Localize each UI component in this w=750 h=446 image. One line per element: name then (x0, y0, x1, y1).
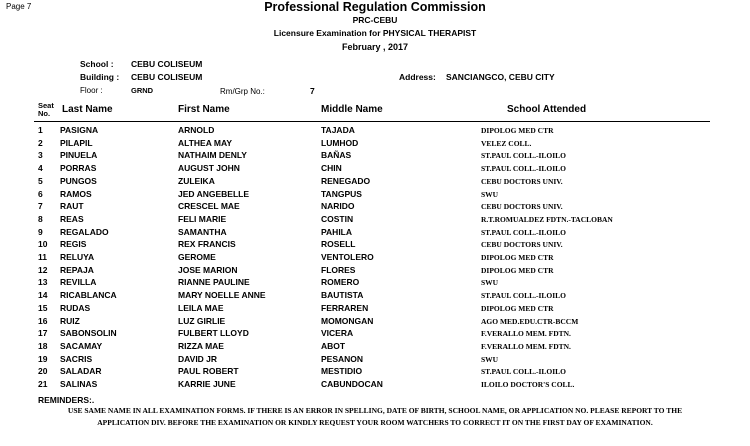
middle-name-cell: MOMONGAN (321, 315, 374, 326)
table-row (0, 138, 750, 151)
seat-no-cell: 4 (38, 163, 43, 174)
first-name-cell: AUGUST JOHN (178, 163, 240, 174)
seat-no-cell: 8 (38, 213, 43, 224)
school-attended-cell: ST.PAUL COLL.-ILOILO (481, 367, 566, 377)
last-name-cell: RICABLANCA (60, 290, 117, 301)
last-name-cell: SALINAS (60, 379, 98, 389)
seat-no-cell: 15 (38, 302, 48, 313)
first-name-cell: JOSE MARION (178, 264, 238, 275)
last-name-cell: REVILLA (60, 277, 97, 288)
last-name-cell: RUDAS (60, 302, 91, 313)
middle-name-cell: ABOT (321, 340, 346, 351)
first-name-cell: RIANNE PAULINE (178, 277, 250, 288)
last-name-cell: PILAPIL (60, 137, 93, 148)
first-name-cell: CRESCEL MAE (178, 201, 240, 212)
first-name-cell: LEILA MAE (178, 302, 224, 313)
table-row (0, 189, 750, 202)
table-row (0, 303, 750, 316)
table-row (0, 227, 750, 240)
school-attended-cell: CEBU DOCTORS UNIV. (481, 240, 563, 250)
middle-name-header: Middle Name (321, 104, 383, 115)
seat-no-cell: 19 (38, 353, 48, 364)
seat-no-cell: 1 (38, 125, 43, 135)
table-row (0, 341, 750, 354)
header-divider (34, 121, 710, 122)
school-attended-cell: F.VERALLO MEM. FDTN. (481, 329, 571, 339)
seat-no-cell: 20 (38, 366, 48, 377)
last-name-cell: PASIGNA (60, 125, 99, 135)
school-attended-cell: DIPOLOG MED CTR (481, 126, 554, 135)
school-attended-cell: CEBU DOCTORS UNIV. (481, 202, 563, 212)
school-attended-cell: R.T.ROMUALDEZ FDTN.-TACLOBAN (481, 214, 613, 224)
middle-name-cell: PAHILA (321, 226, 353, 237)
middle-name-cell: TAJADA (321, 125, 355, 135)
first-name-cell: PAUL ROBERT (178, 366, 239, 377)
seat-no-cell: 14 (38, 290, 48, 301)
last-name-cell: RAMOS (60, 188, 92, 199)
table-row (0, 252, 750, 265)
first-name-cell: ARNOLD (178, 125, 215, 135)
first-name-cell: FELI MARIE (178, 213, 227, 224)
middle-name-cell: VICERA (321, 328, 354, 339)
floor-value: GRND (131, 86, 154, 95)
first-name-cell: NATHAIM DENLY (178, 150, 247, 161)
seat-no-cell: 10 (38, 239, 48, 250)
seat-no-cell: 12 (38, 264, 48, 275)
page-number: Page 7 (6, 2, 32, 11)
first-name-cell: GEROME (178, 252, 216, 262)
table-row (0, 316, 750, 329)
school-value: CEBU COLISEUM (131, 59, 203, 69)
first-name-cell: DAVID JR (178, 353, 218, 364)
middle-name-cell: CABUNDOCAN (321, 379, 383, 389)
seat-no-cell: 5 (38, 175, 43, 186)
middle-name-cell: RENEGADO (321, 175, 371, 186)
middle-name-cell: NARIDO (321, 201, 355, 212)
school-attended-cell: DIPOLOG MED CTR (481, 303, 554, 313)
school-attended-cell: VELEZ COLL. (481, 138, 532, 148)
exam-title: Licensure Examination for PHYSICAL THERAPIST (273, 28, 477, 38)
seat-no-cell: 21 (38, 379, 48, 389)
last-name-cell: RAUT (60, 201, 84, 212)
table-row (0, 125, 750, 138)
last-name-cell: PORRAS (60, 163, 97, 174)
table-row (0, 290, 750, 303)
school-attended-cell: ILOILO DOCTOR'S COLL. (481, 380, 575, 389)
table-row (0, 366, 750, 379)
table-row (0, 150, 750, 163)
middle-name-cell: LUMHOD (321, 137, 359, 148)
seat-no-cell: 17 (38, 328, 48, 339)
school-attended-cell: ST.PAUL COLL.-ILOILO (481, 151, 566, 161)
building-value: CEBU COLISEUM (131, 72, 203, 82)
last-name-cell: PINUELA (60, 150, 98, 161)
seat-no-cell: 6 (38, 188, 43, 199)
table-row (0, 328, 750, 341)
school-attended-cell: SWU (481, 278, 499, 288)
middle-name-cell: ROMERO (321, 277, 360, 288)
first-name-cell: SAMANTHA (178, 226, 227, 237)
last-name-cell: SABONSOLIN (60, 328, 117, 339)
middle-name-cell: FERRAREN (321, 302, 369, 313)
school-attended-header: School Attended (507, 104, 587, 115)
last-name-cell: PUNGOS (60, 175, 97, 186)
reminders-label: REMINDERS:. (38, 395, 95, 405)
seat-no-cell: 16 (38, 315, 48, 326)
last-name-header: Last Name (62, 104, 113, 115)
first-name-cell: ALTHEA MAY (178, 137, 232, 148)
floor-label: Floor : (80, 86, 103, 95)
first-name-cell: KARRIE JUNE (178, 379, 236, 389)
first-name-cell: JED ANGEBELLE (178, 188, 250, 199)
table-row (0, 176, 750, 189)
table-row (0, 379, 750, 392)
last-name-cell: RUIZ (60, 315, 80, 326)
first-name-cell: REX FRANCIS (178, 239, 236, 250)
middle-name-cell: CHIN (321, 163, 342, 174)
last-name-cell: SACRIS (60, 353, 93, 364)
table-row (0, 265, 750, 278)
exam-date: February , 2017 (341, 42, 409, 52)
seat-no-cell: 9 (38, 226, 43, 237)
room-label: Rm/Grp No.: (220, 87, 265, 96)
last-name-cell: SALADAR (60, 366, 102, 377)
first-name-cell: RIZZA MAE (178, 340, 224, 351)
school-attended-cell: SWU (481, 189, 499, 199)
middle-name-cell: COSTIN (321, 213, 354, 224)
last-name-cell: RELUYA (60, 252, 95, 262)
school-attended-cell: F.VERALLO MEM. FDTN. (481, 341, 571, 351)
middle-name-cell: MESTIDIO (321, 366, 363, 377)
school-attended-cell: DIPOLOG MED CTR (481, 253, 554, 262)
seat-no-cell: 2 (38, 137, 43, 148)
table-row (0, 163, 750, 176)
middle-name-cell: TANGPUS (321, 188, 362, 199)
table-row (0, 239, 750, 252)
last-name-cell: REGIS (60, 239, 87, 250)
school-attended-cell: ST.PAUL COLL.-ILOILO (481, 291, 566, 301)
school-attended-cell: ST.PAUL COLL.-ILOILO (481, 227, 566, 237)
last-name-cell: REPAJA (60, 264, 94, 275)
reminder-note-line1: USE SAME NAME IN ALL EXAMINATION FORMS. IF THERE IS AN ERROR IN SPELLING, DATE OF BIRTH, SCHOOL NAME, OR APPLICATION NO. PLEASE REPORT TO THE (67, 406, 683, 415)
page-title: Professional Regulation Commission (264, 0, 486, 14)
seat-no-header: Seat No. (38, 101, 54, 118)
school-attended-cell: CEBU DOCTORS UNIV. (481, 176, 563, 186)
school-attended-cell: DIPOLOG MED CTR (481, 265, 554, 275)
seat-no-cell: 13 (38, 277, 48, 288)
school-label: School : (80, 59, 114, 69)
last-name-cell: SACAMAY (60, 340, 103, 351)
first-name-cell: ZULEIKA (178, 175, 215, 186)
first-name-cell: MARY NOELLE ANNE (178, 290, 266, 301)
building-label: Building : (80, 72, 120, 82)
middle-name-cell: BAUTISTA (321, 290, 364, 301)
reminder-note-line2: APPLICATION DIV. BEFORE THE EXAMINATION OR KINDLY REQUEST YOUR ROOM WATCHERS TO CORRECT IT ON THE FIRST DAY OF EXAMINATION. (97, 418, 653, 427)
last-name-cell: REGALADO (60, 226, 109, 237)
middle-name-cell: BAÑAS (321, 150, 352, 161)
table-row (0, 201, 750, 214)
middle-name-cell: FLORES (321, 264, 356, 275)
table-row (0, 214, 750, 227)
seat-no-cell: 18 (38, 340, 48, 351)
first-name-cell: FULBERT LLOYD (178, 328, 249, 339)
first-name-header: First Name (178, 104, 230, 115)
last-name-cell: REAS (60, 213, 84, 224)
school-attended-cell: AGO MED.EDU.CTR-BCCM (481, 316, 579, 326)
middle-name-cell: VENTOLERO (321, 252, 374, 262)
middle-name-cell: PESANON (321, 353, 364, 364)
first-name-cell: LUZ GIRLIE (178, 315, 226, 326)
address-label: Address: (399, 72, 436, 82)
room-value: 7 (310, 86, 315, 96)
table-row (0, 277, 750, 290)
office-name: PRC-CEBU (352, 15, 398, 25)
middle-name-cell: ROSELL (321, 239, 356, 250)
table-row (0, 354, 750, 367)
address-value: SANCIANGCO, CEBU CITY (446, 72, 555, 82)
seat-no-cell: 7 (38, 201, 43, 212)
seat-no-cell: 11 (38, 252, 47, 262)
school-attended-cell: SWU (481, 354, 499, 364)
school-attended-cell: ST.PAUL COLL.-ILOILO (481, 164, 566, 174)
seat-no-cell: 3 (38, 150, 43, 161)
